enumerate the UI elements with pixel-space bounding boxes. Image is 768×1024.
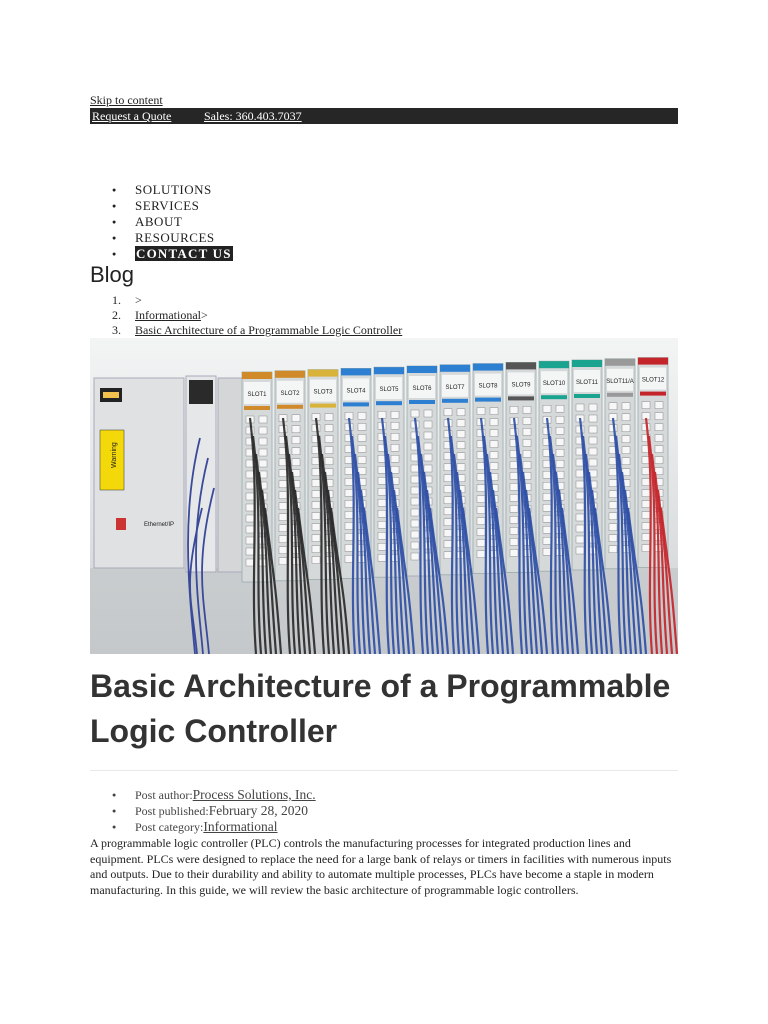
terminal	[246, 493, 254, 500]
terminal	[556, 427, 564, 434]
terminal	[292, 459, 300, 466]
terminal	[543, 427, 551, 434]
terminal	[312, 513, 320, 520]
terminal	[411, 553, 419, 560]
terminal	[642, 512, 650, 519]
terminal	[312, 502, 320, 509]
module-stripe	[341, 368, 371, 375]
terminal	[378, 510, 386, 517]
terminal	[609, 491, 617, 498]
module-band	[244, 406, 270, 410]
slot-label: SLOT6	[412, 386, 432, 392]
terminal	[444, 497, 452, 504]
terminal	[259, 438, 267, 445]
terminal	[279, 470, 287, 477]
terminal	[490, 419, 498, 426]
terminal	[556, 416, 564, 423]
nav-item-resources[interactable]: ● RESOURCES	[90, 230, 233, 246]
terminal	[246, 548, 254, 555]
slot-label: SLOT12	[641, 377, 665, 384]
terminal	[457, 409, 465, 416]
terminal	[556, 460, 564, 467]
terminal	[510, 406, 518, 413]
slot-label: SLOT1	[247, 392, 267, 398]
terminal	[378, 499, 386, 506]
terminal	[424, 421, 432, 428]
terminal	[259, 416, 267, 423]
terminal	[391, 455, 399, 462]
terminal	[457, 420, 465, 427]
terminal	[477, 551, 485, 558]
terminal	[246, 537, 254, 544]
module-band	[607, 393, 633, 397]
terminal	[510, 483, 518, 490]
terminal	[642, 523, 650, 530]
terminal	[259, 460, 267, 467]
breadcrumb-current-link[interactable]: Basic Architecture of a Programmable Logic Controller	[135, 323, 403, 337]
terminal	[576, 514, 584, 521]
slot-label: SLOT8	[478, 383, 498, 390]
terminal	[576, 470, 584, 477]
sales-phone-link[interactable]: Sales: 360.403.7037	[204, 109, 302, 123]
terminal	[490, 463, 498, 470]
terminal	[523, 406, 531, 413]
terminal	[543, 537, 551, 544]
terminal	[477, 408, 485, 415]
slot-label: SLOT5	[379, 387, 399, 394]
terminal	[345, 478, 353, 485]
terminal	[411, 509, 419, 516]
module-band	[541, 395, 567, 399]
slot-label: SLOT9	[511, 382, 531, 389]
terminal	[312, 480, 320, 487]
terminal	[358, 423, 366, 430]
terminal	[457, 453, 465, 460]
terminal	[576, 404, 584, 411]
module-stripe	[473, 364, 503, 371]
terminal	[391, 444, 399, 451]
terminal	[391, 466, 399, 473]
skip-to-content-link[interactable]: Skip to content	[90, 93, 163, 107]
terminal	[259, 449, 267, 456]
module-stripe	[638, 358, 668, 365]
terminal	[325, 447, 333, 454]
terminal	[325, 436, 333, 443]
terminal	[411, 542, 419, 549]
module-stripe	[539, 361, 569, 368]
terminal	[543, 482, 551, 489]
terminal	[589, 415, 597, 422]
terminal	[378, 554, 386, 561]
terminal	[279, 547, 287, 554]
post-meta	[90, 787, 316, 835]
module-stripe	[506, 362, 536, 369]
terminal	[246, 471, 254, 478]
terminal	[457, 464, 465, 471]
terminal	[510, 505, 518, 512]
slot-label: SLOT7	[445, 384, 465, 391]
terminal	[312, 535, 320, 542]
terminal	[622, 447, 630, 454]
terminal	[345, 511, 353, 518]
nav-item-about[interactable]: ● ABOUT	[90, 214, 233, 230]
terminal	[510, 516, 518, 523]
terminal	[391, 433, 399, 440]
terminal	[642, 534, 650, 541]
terminal	[411, 531, 419, 538]
module-stripe	[440, 365, 470, 372]
terminal	[543, 493, 551, 500]
terminal	[510, 472, 518, 479]
terminal	[589, 448, 597, 455]
terminal	[642, 501, 650, 508]
terminal	[642, 479, 650, 486]
terminal	[477, 485, 485, 492]
terminal	[424, 443, 432, 450]
terminal	[510, 538, 518, 545]
terminal	[358, 456, 366, 463]
terminal	[292, 426, 300, 433]
terminal	[609, 403, 617, 410]
terminal	[345, 467, 353, 474]
slot-label: SLOT3	[313, 389, 333, 396]
terminal	[358, 445, 366, 452]
terminal	[259, 427, 267, 434]
terminal	[655, 446, 663, 453]
terminal	[345, 533, 353, 540]
terminal	[543, 515, 551, 522]
terminal	[622, 436, 630, 443]
terminal	[279, 558, 287, 565]
terminal	[589, 426, 597, 433]
terminal	[523, 428, 531, 435]
terminal	[457, 442, 465, 449]
terminal	[543, 526, 551, 533]
terminal	[279, 536, 287, 543]
terminal	[655, 402, 663, 409]
terminal	[609, 546, 617, 553]
terminal	[424, 454, 432, 461]
terminal	[655, 435, 663, 442]
terminal	[345, 555, 353, 562]
module-stripe	[374, 367, 404, 374]
terminal	[411, 487, 419, 494]
module-band	[409, 400, 435, 404]
terminal	[543, 405, 551, 412]
terminal	[312, 557, 320, 564]
terminal	[325, 425, 333, 432]
terminal	[391, 411, 399, 418]
module-stripe	[308, 370, 338, 377]
terminal	[411, 520, 419, 527]
terminal	[424, 465, 432, 472]
module-band	[376, 401, 402, 405]
terminal	[510, 494, 518, 501]
terminal	[655, 457, 663, 464]
terminal	[622, 458, 630, 465]
terminal	[642, 468, 650, 475]
post-date: February 28, 2020	[208, 803, 309, 818]
terminal	[576, 525, 584, 532]
nav-item-services[interactable]: ● SERVICES	[90, 198, 233, 214]
terminal	[246, 526, 254, 533]
terminal	[490, 430, 498, 437]
post-published: ● Post published:February 28, 2020	[90, 803, 316, 819]
terminal	[576, 503, 584, 510]
terminal	[444, 508, 452, 515]
module-band	[277, 405, 303, 409]
terminal	[358, 412, 366, 419]
terminal	[543, 471, 551, 478]
terminal	[358, 434, 366, 441]
terminal	[246, 559, 254, 566]
terminal	[378, 521, 386, 528]
terminal	[378, 532, 386, 539]
terminal	[477, 507, 485, 514]
terminal	[444, 552, 452, 559]
terminal	[589, 404, 597, 411]
terminal	[622, 414, 630, 421]
terminal	[589, 459, 597, 466]
slot-label: SLOT11/A	[606, 378, 634, 385]
terminal	[642, 402, 650, 409]
terminal	[345, 500, 353, 507]
main-nav	[90, 182, 233, 262]
post-author: ● Post author:Process Solutions, Inc.	[90, 787, 316, 803]
terminal	[279, 481, 287, 488]
module-band	[475, 398, 501, 402]
terminal	[246, 504, 254, 511]
terminal	[556, 449, 564, 456]
module-band	[640, 392, 666, 396]
terminal	[576, 547, 584, 554]
module-stripe	[407, 366, 437, 373]
terminal	[477, 518, 485, 525]
module-stripe	[242, 372, 272, 379]
terminal	[325, 414, 333, 421]
module-band	[574, 394, 600, 398]
terminal	[556, 405, 564, 412]
terminal	[424, 410, 432, 417]
slot-label: SLOT4	[346, 388, 366, 395]
hero-image	[90, 338, 678, 654]
breadcrumb-item: 2. Informational>	[112, 308, 208, 322]
terminal	[378, 466, 386, 473]
terminal	[642, 490, 650, 497]
terminal	[543, 548, 551, 555]
terminal	[444, 530, 452, 537]
terminal	[246, 482, 254, 489]
module-band	[310, 404, 336, 408]
terminal	[378, 477, 386, 484]
module-band	[343, 402, 369, 406]
category-link[interactable]: Informational	[203, 819, 278, 834]
terminal	[490, 408, 498, 415]
terminal	[523, 450, 531, 457]
post-category: ● Post category:Informational	[90, 819, 316, 835]
slot-label: SLOT2	[280, 390, 300, 397]
terminal	[378, 543, 386, 550]
terminal	[312, 524, 320, 531]
terminal	[655, 424, 663, 431]
terminal	[609, 535, 617, 542]
terminal	[345, 544, 353, 551]
terminal	[411, 498, 419, 505]
plc-rack-photo	[90, 338, 678, 654]
slot-label: SLOT11	[576, 380, 598, 386]
terminal	[279, 525, 287, 532]
terminal	[510, 527, 518, 534]
terminal	[609, 524, 617, 531]
terminal	[477, 496, 485, 503]
terminal	[444, 475, 452, 482]
terminal	[292, 415, 300, 422]
terminal	[424, 432, 432, 439]
page-heading: Blog	[90, 262, 135, 287]
terminal	[444, 409, 452, 416]
terminal	[411, 465, 419, 472]
author-link[interactable]: Process Solutions, Inc.	[192, 787, 316, 802]
terminal	[609, 502, 617, 509]
terminal	[325, 458, 333, 465]
nav-item-solutions[interactable]: ● SOLUTIONS	[90, 182, 233, 198]
breadcrumb-item: 1. >	[112, 293, 142, 307]
terminal	[609, 513, 617, 520]
top-bar	[90, 108, 678, 124]
terminal	[523, 461, 531, 468]
terminal	[444, 519, 452, 526]
request-quote-link[interactable]: Request a Quote	[92, 109, 172, 123]
terminal	[576, 481, 584, 488]
terminal	[642, 545, 650, 552]
terminal	[477, 540, 485, 547]
cpu-module	[94, 376, 244, 572]
terminal	[312, 546, 320, 553]
terminal	[279, 492, 287, 499]
terminal	[345, 522, 353, 529]
terminal	[523, 417, 531, 424]
terminal	[292, 448, 300, 455]
module-stripe	[605, 359, 635, 366]
terminal	[576, 536, 584, 543]
terminal	[345, 489, 353, 496]
terminal	[477, 529, 485, 536]
breadcrumb	[90, 293, 402, 338]
terminal	[378, 411, 386, 418]
terminal	[490, 441, 498, 448]
terminal	[477, 474, 485, 481]
terminal	[444, 541, 452, 548]
terminal	[510, 549, 518, 556]
terminal	[411, 410, 419, 417]
terminal	[576, 492, 584, 499]
terminal	[444, 486, 452, 493]
terminal	[378, 488, 386, 495]
breadcrumb-item: 3. Basic Architecture of a Programmable Logic Controller	[112, 323, 403, 337]
module-band	[442, 399, 468, 403]
terminal	[622, 425, 630, 432]
breadcrumb-informational-link[interactable]: Informational	[135, 308, 201, 322]
terminal	[312, 469, 320, 476]
terminal	[622, 403, 630, 410]
terminal	[556, 438, 564, 445]
terminal	[411, 476, 419, 483]
terminal	[246, 515, 254, 522]
terminal	[246, 427, 254, 434]
terminal	[655, 413, 663, 420]
nav-item-contact-us[interactable]: ● CONTACT US	[90, 246, 233, 262]
terminal	[490, 452, 498, 459]
terminal	[589, 437, 597, 444]
terminal	[523, 439, 531, 446]
terminal	[391, 422, 399, 429]
divider	[90, 770, 678, 771]
terminal	[292, 437, 300, 444]
slot-label: SLOT10	[542, 381, 566, 388]
module-stripe	[572, 360, 602, 367]
module-band	[508, 396, 534, 400]
module-stripe	[275, 371, 305, 378]
ethernet-ip-label: Ethernet/IP	[144, 522, 175, 528]
warning-label: Warning	[111, 442, 118, 468]
terminal	[609, 480, 617, 487]
terminal	[609, 469, 617, 476]
post-title: Basic Architecture of a Programmable Logic Controller	[90, 668, 671, 749]
terminal	[312, 491, 320, 498]
terminal	[457, 431, 465, 438]
terminal	[279, 514, 287, 521]
terminal	[543, 504, 551, 511]
post-intro: A programmable logic controller (PLC) controls the manufacturing processes for integrated production lines and equipment. PLCs were designed to replace the need for a large bank of relays or timers in facilities with numerous inputs and outputs. Due to their durability and ability to automate multiple processes, PLCs have become a staple in modern manufacturing. In this guide, we will review the basic architecture of programmable logic controllers.	[90, 836, 672, 897]
terminal	[279, 503, 287, 510]
